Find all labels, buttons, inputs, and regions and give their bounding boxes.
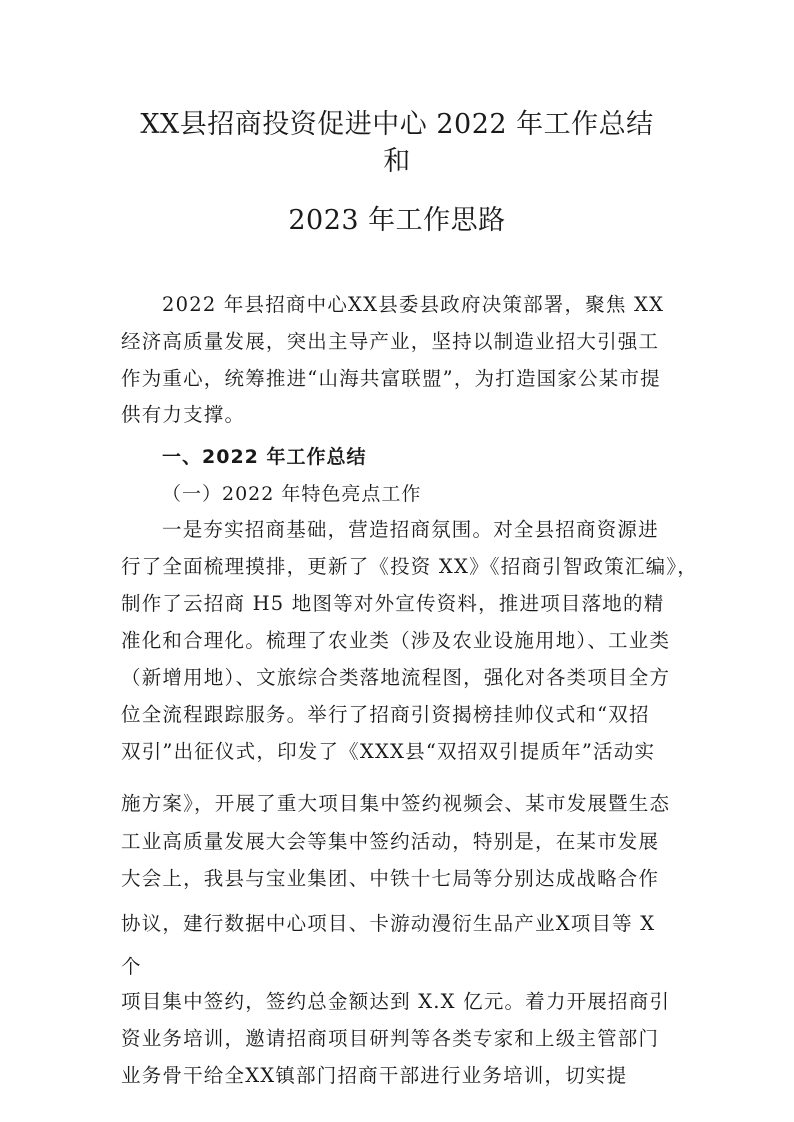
- section-heading: 一、2022 年工作总结: [162, 446, 367, 468]
- body-line: 项目集中签约，签约总金额达到 X.X 亿元。着力开展招商引: [121, 990, 671, 1013]
- body-line: 协议，建行数据中心项目、卡游动漫衍生品产业X项目等 X: [121, 912, 656, 935]
- doc-title-line-2: 和: [383, 146, 411, 177]
- intro-line: 经济高质量发展，突出主导产业，坚持以制造业招大引强工: [121, 330, 660, 353]
- subsection-heading: （一）2022 年特色亮点工作: [162, 483, 422, 505]
- body-line: 工业高质量发展大会等集中签约活动，特别是，在某市发展: [121, 830, 660, 853]
- body-line: 行了全面梳理摸排，更新了《投资 XX》《招商引智政策汇编》，: [121, 555, 698, 578]
- body-line: 双引”出征仪式，印发了《XXX县“双招双引提质年”活动实: [121, 740, 656, 763]
- body-line: 施方案》，开展了重大项目集中签约视频会、某市发展暨生态: [121, 792, 671, 815]
- doc-title-line-1: XX县招商投资促进中心 2022 年工作总结: [140, 109, 654, 140]
- body-line: 大会上，我县与宝业集团、中铁十七局等分别达成战略合作: [121, 867, 660, 890]
- body-line: 位全流程跟踪服务。举行了招商引资揭榜挂帅仪式和“双招: [121, 703, 650, 726]
- doc-title-line-3: 2023 年工作思路: [288, 205, 506, 236]
- body-line: 制作了云招商 H5 地图等对外宣传资料，推进项目落地的精: [121, 592, 665, 615]
- body-line: 一是夯实招商基础，营造招商氛围。对全县招商资源进: [162, 518, 659, 541]
- intro-line: 供有力支撑。: [121, 403, 246, 426]
- body-line: 业务骨干给全XX镇部门招商干部进行业务培训，切实提: [121, 1064, 628, 1087]
- body-line: 资业务培训，邀请招商项目研判等各类专家和上级主管部门: [121, 1027, 660, 1050]
- body-line: （新增用地）、文旅综合类落地流程图，强化对各类项目全方: [121, 666, 671, 689]
- body-line: 个: [121, 955, 142, 978]
- body-line: 准化和合理化。梳理了农业类（涉及农业设施用地）、工业类: [121, 629, 671, 652]
- intro-line: 2022 年县招商中心XX县委县政府决策部署，聚焦 XX: [162, 293, 665, 316]
- intro-line: 作为重心，统筹推进“山海共富联盟”，为打造国家公某市提: [121, 367, 661, 390]
